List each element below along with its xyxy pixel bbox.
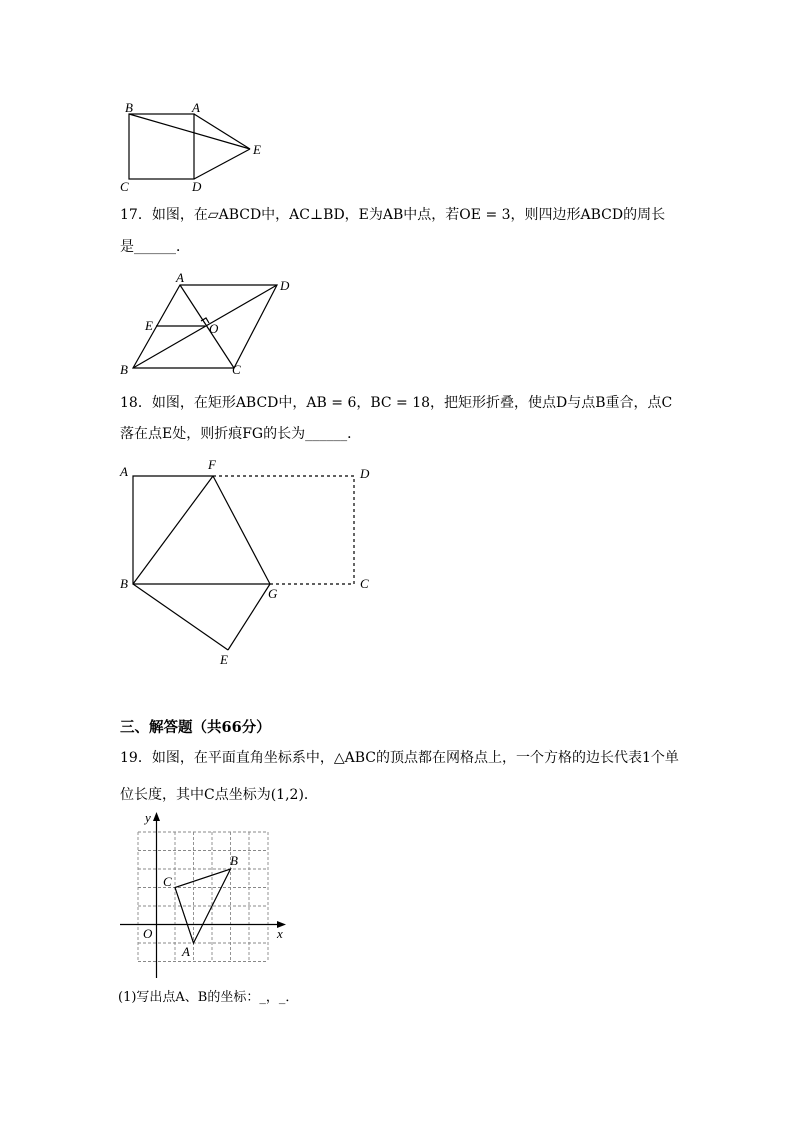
figure-19-coordinate-grid (118, 810, 298, 980)
label-x: x (277, 926, 283, 941)
figure-16-square-triangle (110, 98, 280, 198)
label-f: F (208, 457, 216, 472)
segment-ae (194, 114, 250, 149)
label-e: E (220, 652, 228, 667)
rect-dashed-edges (213, 476, 354, 584)
segment-be (133, 584, 228, 650)
label-c: C (360, 576, 369, 591)
label-y: y (145, 810, 151, 825)
label-c: C (163, 874, 172, 889)
label-c: C (232, 362, 241, 377)
label-b: B (120, 362, 128, 377)
segment-de (194, 149, 250, 179)
label-a: A (182, 944, 190, 959)
figure-17-parallelogram (112, 270, 302, 380)
segment-ge (228, 584, 270, 650)
segment-fg (213, 476, 270, 584)
section-3-heading: 三、解答题（共66分） (120, 719, 271, 736)
grid-lines (138, 832, 268, 962)
question-17-text-cont: 是______． (120, 239, 190, 255)
label-a: A (192, 100, 200, 115)
question-19-part-1: (1)写出点A、B的坐标：_，_． (118, 990, 299, 1005)
label-a: A (176, 270, 184, 285)
figure-18-folded-rectangle (112, 456, 382, 671)
question-19-text-cont: 位长度，其中C点坐标为(1,2)． (120, 787, 318, 803)
y-axis-arrow (153, 812, 160, 821)
label-b: B (120, 576, 128, 591)
segment-bf (133, 476, 213, 584)
label-b: B (230, 853, 238, 868)
label-e: E (145, 318, 153, 333)
label-a: A (120, 464, 128, 479)
label-o: O (209, 321, 219, 336)
label-e: E (253, 142, 261, 157)
question-17-text: 17．如图，在▱ABCD中，AC⊥BD，E为AB中点，若OE = 3，则四边形ABCD的周长 (120, 207, 666, 223)
question-18-text: 18．如图，在矩形ABCD中，AB = 6，BC = 18，把矩形折叠，使点D与点B重合，点C (120, 395, 673, 411)
question-18-text-cont: 落在点E处，则折痕FG的长为______． (120, 426, 362, 442)
label-c: C (120, 179, 129, 194)
question-19-text: 19．如图，在平面直角坐标系中，△ABC的顶点都在网格点上，一个方格的边长代表1个单 (120, 750, 679, 766)
label-origin: O (143, 926, 153, 941)
label-d: D (360, 466, 370, 481)
segment-be (129, 114, 250, 149)
label-b: B (125, 100, 133, 115)
label-d: D (192, 179, 202, 194)
label-d: D (280, 278, 290, 293)
label-g: G (268, 586, 278, 601)
